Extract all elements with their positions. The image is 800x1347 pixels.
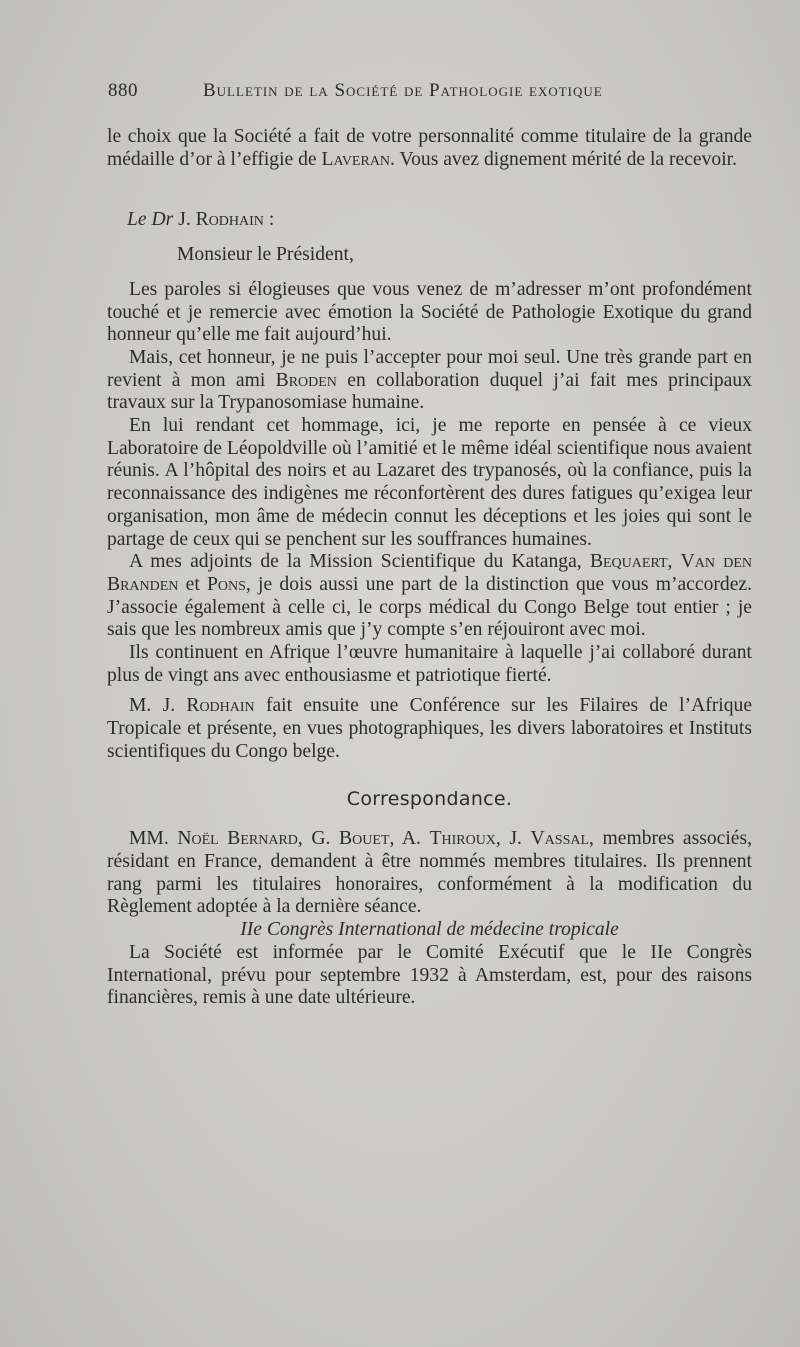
- correspondance-paragraph-1: MM. Noël Bernard, G. Bouet, A. Thiroux, J. Vassal, membres associés, résidant en France, demandent à être nommés membres titulaires. Ils prennent rang parmi les titulaires honoraires, conformément à la modification du Règlement adoptée à la dernière séance.: [107, 828, 753, 918]
- speaker-name: Rodhain: [195, 209, 264, 231]
- salutation: Monsieur le Président,: [177, 244, 354, 266]
- name-bouet: Bouet: [339, 828, 390, 850]
- name-vassal: Vassal: [530, 828, 590, 850]
- speech-paragraph-1: Les paroles si élogieuses que vous venez de m’adresser m’ont profondément touché et je remercie avec émotion la Société de Pathologie Exotique du grand honneur qu’elle me fait aujourd’hui.: [107, 278, 752, 346]
- name-laveran: Laveran: [321, 148, 391, 170]
- name-bequaert: Bequaert: [589, 551, 668, 573]
- speech-paragraph-4: A mes adjoints de la Mission Scientifique du Katanga, Bequaert, Van den Branden et Pons, je dois aussi une part de la distinction que vous m’accordez. J’associe également à celle ci, le corps médical du Congo Belge tout entier ; je sais que les nombreux amis que j’y compte s’en réjouiront avec moi.: [107, 551, 753, 641]
- running-head: [108, 80, 753, 102]
- name-broden: Broden: [275, 369, 337, 391]
- opening-paragraph: le choix que la Société a fait de votre personnalité comme titulaire de la grande médaille d’or à l’effigie de Laveran. Vous avez dignement mérité de la recevoir.: [107, 126, 752, 170]
- name-thiroux: Thiroux: [429, 828, 496, 850]
- conference-paragraph: M. J. Rodhain fait ensuite une Conférence sur les Filaires de l’Afrique Tropicale et présente, en vues photographiques, les divers laboratoires et Instituts scientifiques du Congo belge.: [107, 695, 753, 762]
- name-van-den-branden: Van den Branden: [107, 551, 753, 595]
- name-rodhain: Rodhain: [186, 695, 255, 717]
- subheading-congres: IIe Congrès International de médecine tropicale: [240, 919, 619, 941]
- name-noel-bernard: Noël Bernard: [177, 828, 298, 850]
- speech-paragraph-3: En lui rendant cet hommage, ici, je me reporte en pensée à ce vieux Laboratoire de Léopoldville où l’amitié et le même idéal scientifique nous avaient réunis. A l’hôpital des noirs et au Lazaret des trypanosés, où la confiance, puis la reconnaissance des indigènes me réconfortèrent des dures fatigues qu’exigea leur organisation, mon âme de médecin connut les déceptions et les joies qui sont le partage de ceux qui se penchent sur les souffrances humaines.: [107, 415, 752, 550]
- journal-title: Bulletin de la Société de Pathologie exotique: [203, 80, 603, 101]
- name-pons: Pons: [207, 573, 246, 595]
- page-number: 880: [108, 80, 138, 101]
- speech-paragraph-5: Ils continuent en Afrique l’œuvre humanitaire à laquelle j’ai collaboré durant plus de vingt ans avec enthousiasme et patriotique fierté.: [107, 642, 752, 686]
- speaker-line: Le Dr J. Rodhain :: [127, 209, 275, 231]
- correspondance-paragraph-2: La Société est informée par le Comité Exécutif que le IIe Congrès International, prévu pour septembre 1932 à Amsterdam, est, pour des raisons financières, remis à une date ultérieure.: [107, 941, 752, 1009]
- speech-paragraph-2: Mais, cet honneur, je ne puis l’accepter pour moi seul. Une très grande part en revient à mon ami Broden en collaboration duquel j’ai fait mes principaux travaux sur la Trypanosomiase humaine.: [107, 346, 752, 414]
- section-heading-correspondance: Correspondance.: [346, 787, 513, 810]
- main-text: [107, 126, 752, 1010]
